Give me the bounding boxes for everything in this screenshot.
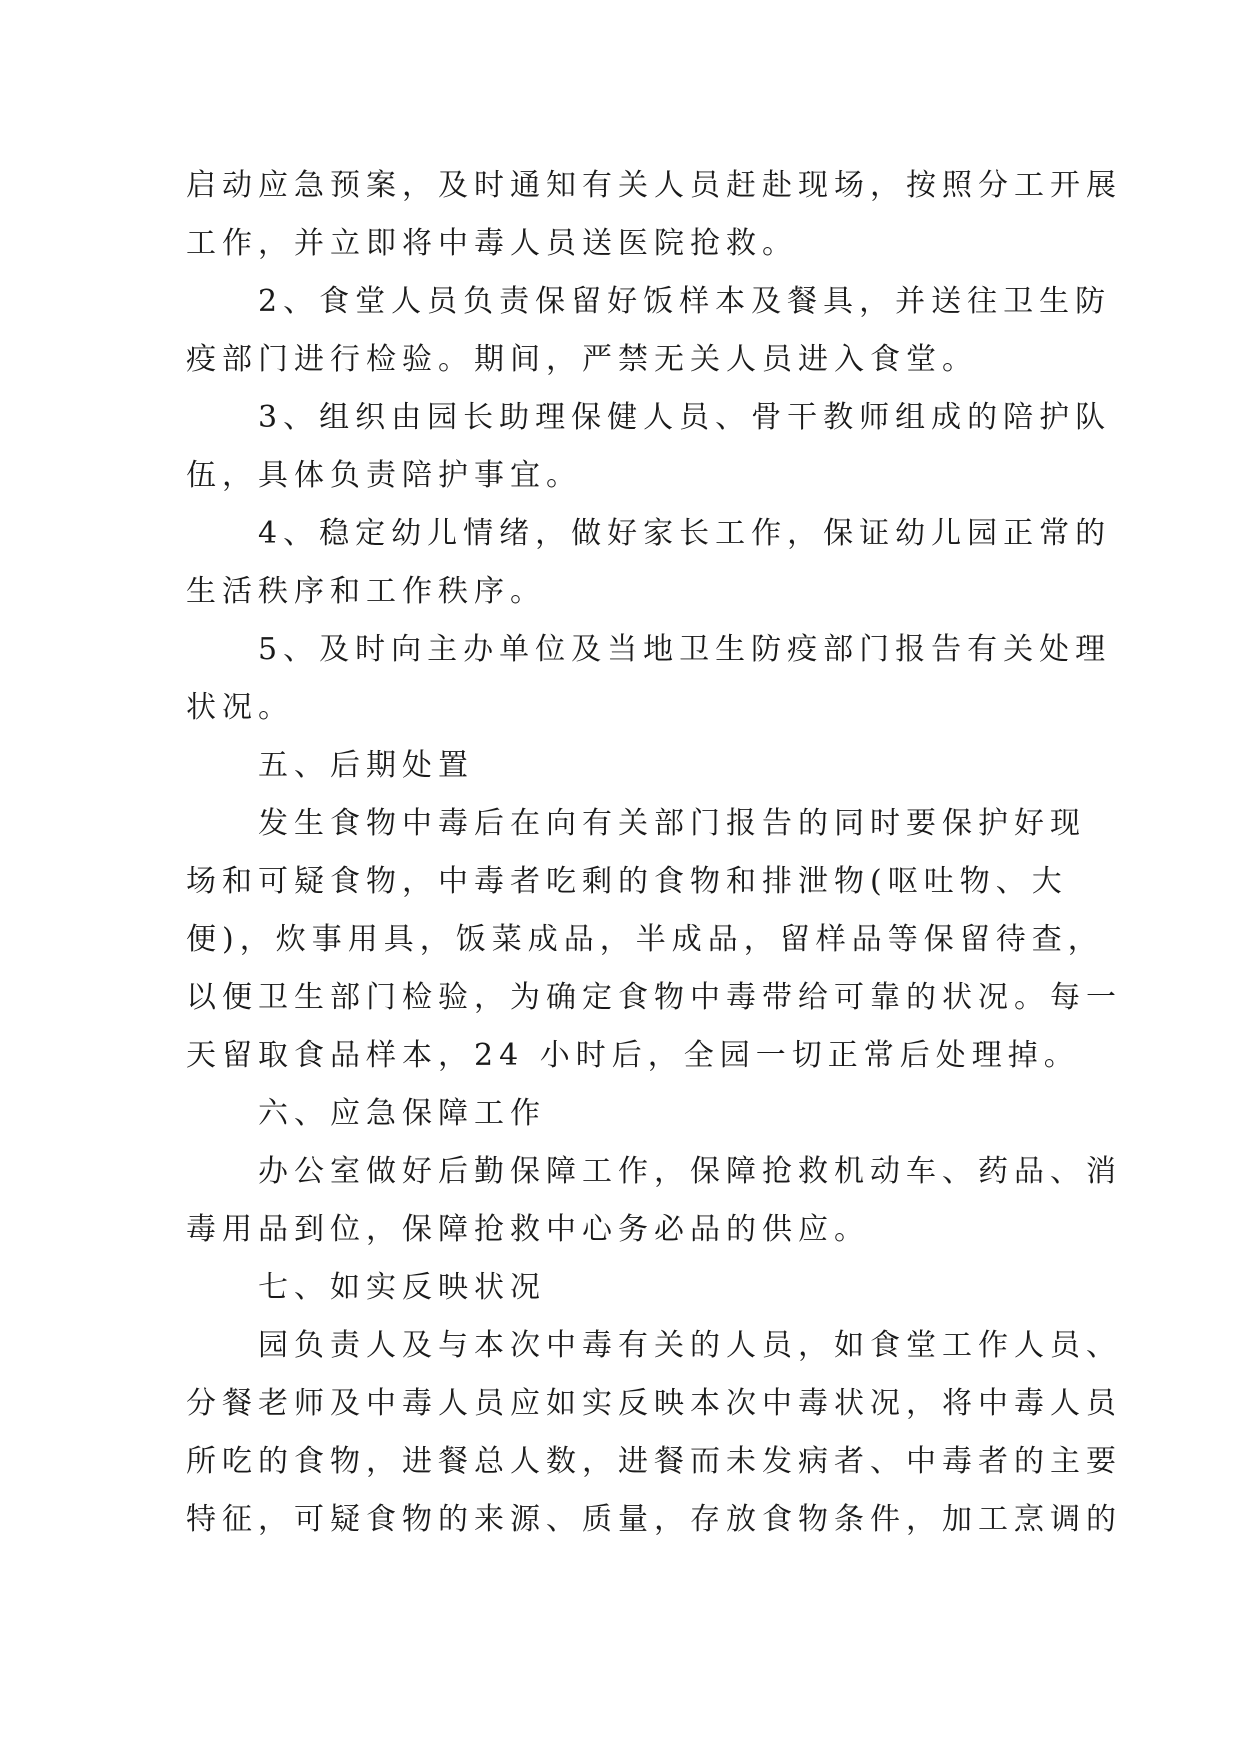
text-line: 启动应急预案，及时通知有关人员赶赴现场，按照分工开展: [186, 168, 1122, 203]
text-line: 伍，具体负责陪护事宜。: [186, 458, 582, 493]
text-line: 疫部门进行检验。期间，严禁无关人员进入食堂。: [186, 342, 978, 377]
text-line: 生活秩序和工作秩序。: [186, 574, 546, 609]
document-body: [186, 157, 1122, 1549]
text-line: 所吃的食物，进餐总人数，进餐而未发病者、中毒者的主要: [186, 1444, 1122, 1479]
section-heading-6: 六、应急保障工作: [258, 1096, 546, 1131]
text-line: 特征，可疑食物的来源、质量，存放食物条件，加工烹调的: [186, 1502, 1122, 1537]
list-item-5: 5、及时向主办单位及当地卫生防疫部门报告有关处理: [258, 632, 1112, 667]
text-line: 分餐老师及中毒人员应如实反映本次中毒状况，将中毒人员: [186, 1386, 1122, 1421]
text-line: 便)，炊事用具，饭菜成品，半成品，留样品等保留待查，: [186, 922, 1104, 957]
text-line: 状况。: [186, 690, 294, 725]
section-heading-7: 七、如实反映状况: [258, 1270, 546, 1305]
section-heading-5: 五、后期处置: [258, 748, 474, 783]
list-item-2: 2、食堂人员负责保留好饭样本及餐具，并送往卫生防: [258, 284, 1112, 319]
list-item-4: 4、稳定幼儿情绪，做好家长工作，保证幼儿园正常的: [258, 516, 1112, 551]
text-line: 天留取食品样本，24 小时后，全园一切正常后处理掉。: [186, 1038, 1080, 1073]
text-line: 以便卫生部门检验，为确定食物中毒带给可靠的状况。每一: [186, 980, 1122, 1015]
paragraph-start: 园负责人及与本次中毒有关的人员，如食堂工作人员、: [258, 1328, 1122, 1363]
text-line: 工作，并立即将中毒人员送医院抢救。: [186, 226, 798, 261]
paragraph-start: 发生食物中毒后在向有关部门报告的同时要保护好现: [258, 806, 1086, 841]
text-line: 毒用品到位，保障抢救中心务必品的供应。: [186, 1212, 870, 1247]
list-item-3: 3、组织由园长助理保健人员、骨干教师组成的陪护队: [258, 400, 1112, 435]
paragraph-start: 办公室做好后勤保障工作，保障抢救机动车、药品、消: [258, 1154, 1122, 1189]
text-line: 场和可疑食物，中毒者吃剩的食物和排泄物(呕吐物、大: [186, 864, 1068, 899]
